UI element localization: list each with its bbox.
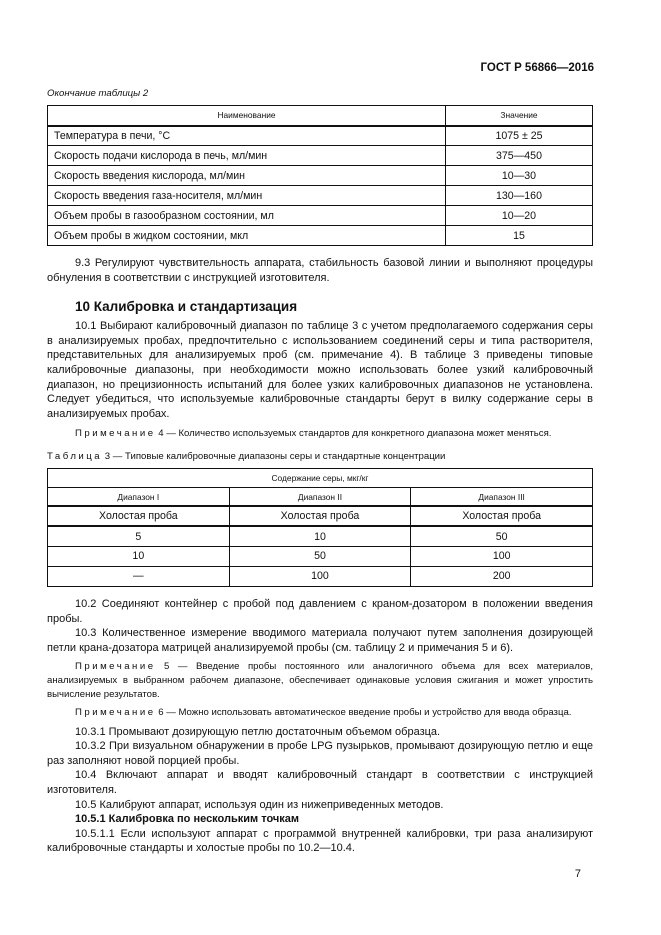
note-text: 6 — Можно использовать автоматическое введение пробы и устройство для ввода образца. bbox=[155, 707, 572, 719]
paragraph-10-5: 10.5 Калибруют аппарат, используя один из нижеприведенных методов. bbox=[75, 798, 444, 811]
value-cell: 130—160 bbox=[446, 186, 593, 206]
value-cell: 10—30 bbox=[446, 166, 593, 186]
caption-text: 3 — Типовые калибровочные диапазоны серы и стандартные концентрации bbox=[102, 450, 446, 462]
note-6 bbox=[47, 706, 593, 720]
value-cell: 375—450 bbox=[446, 146, 593, 166]
table3-caption bbox=[47, 451, 593, 462]
cell: 10 bbox=[48, 546, 230, 566]
table-row bbox=[48, 166, 593, 186]
table-row bbox=[48, 126, 593, 146]
note-text: 4 — Количество используемых стандартов для конкретного диапазона может меняться. bbox=[155, 428, 552, 440]
cell: 100 bbox=[229, 566, 411, 586]
col-header: Диапазон III bbox=[411, 487, 593, 506]
name-cell: Объем пробы в жидком состоянии, мкл bbox=[48, 226, 446, 246]
col-header: Значение bbox=[446, 106, 593, 126]
note-4 bbox=[47, 427, 593, 441]
name-cell: Скорость подачи кислорода в печь, мл/мин bbox=[48, 146, 446, 166]
cell: — bbox=[48, 566, 230, 586]
name-cell: Скорость введения газа-носителя, мл/мин bbox=[48, 186, 446, 206]
note-label: Примечание bbox=[75, 428, 156, 440]
col-header: Наименование bbox=[48, 106, 446, 126]
standard-header: ГОСТ Р 56866—2016 bbox=[480, 62, 594, 74]
caption-label: Таблица bbox=[47, 450, 103, 462]
value-cell: 15 bbox=[446, 226, 593, 246]
name-cell: Скорость введения кислорода, мл/мин bbox=[48, 166, 446, 186]
cell: 100 bbox=[411, 546, 593, 566]
cell: 200 bbox=[411, 566, 593, 586]
cell: 5 bbox=[48, 526, 230, 546]
cell: Холостая проба bbox=[48, 506, 230, 526]
note-label: Примечание bbox=[75, 707, 156, 719]
paragraph-10-2: 10.2 Соединяют контейнер с пробой под давлением с краном-дозатором в положении введения пробы. bbox=[47, 597, 593, 625]
table-row bbox=[48, 186, 593, 206]
paragraph-10-3-2: 10.3.2 При визуальном обнаружении в пробе LPG пузырьков, промывают дозирующую петлю и еще раз заполняют новой порцией пробы. bbox=[47, 740, 593, 767]
paragraph-10-5-1-1: 10.5.1.1 Если используют аппарат с программой внутренней калибровки, три раза анализируют калибровочные стандарты и холостые пробы по 10.2—10.4. bbox=[47, 827, 593, 855]
paragraph-10-4: 10.4 Включают аппарат и вводят калибровочный стандарт в соответствии с инструкцией изготовителя. bbox=[47, 769, 593, 797]
group-header: Содержание серы, мкг/кг bbox=[48, 468, 593, 487]
table-3 bbox=[47, 468, 593, 587]
table-2 bbox=[47, 105, 593, 246]
note-5 bbox=[47, 660, 593, 701]
col-header: Диапазон II bbox=[229, 487, 411, 506]
table-row bbox=[48, 206, 593, 226]
table2-caption: Окончание таблицы 2 bbox=[47, 88, 149, 99]
table-row bbox=[48, 506, 593, 526]
subsection-heading: 10.5.1 Калибровка по нескольким точкам bbox=[75, 813, 300, 826]
cell: Холостая проба bbox=[411, 506, 593, 526]
table-row bbox=[48, 546, 593, 566]
table-row bbox=[48, 526, 593, 546]
cell: 50 bbox=[229, 546, 411, 566]
value-cell: 10—20 bbox=[446, 206, 593, 226]
cell: 10 bbox=[229, 526, 411, 546]
paragraph-10-1: 10.1 Выбирают калибровочный диапазон по таблице 3 с учетом предполагаемого содержания серы в анализируемых пробах, предпочтительно с использованием соединений серы и типа растворителя, представительных для анализируемых проб (см. примечание 4). В таблице 3 приведены типовые калибровочные диапазоны, при необходимости можно использовать более узкий калибровочный диапазон, но прецизионность испытаний для более узких калибровочных диапазонов не установлена. Следует убедиться, что используемые калибровочные стандарты берут в вилку содержание серы в анализируемых пробах. bbox=[47, 320, 593, 420]
col-header: Диапазон I bbox=[48, 487, 230, 506]
value-cell: 1075 ± 25 bbox=[446, 126, 593, 146]
table-row bbox=[48, 226, 593, 246]
paragraph-10-3: 10.3 Количественное измерение вводимого материала получают путем заполнения дозирующей петли крана-дозатора матрицей анализируемой пробы (см. таблицу 2 и примечания 5 и 6). bbox=[47, 627, 593, 654]
cell: Холостая проба bbox=[229, 506, 411, 526]
table-row bbox=[48, 146, 593, 166]
page-number: 7 bbox=[574, 868, 581, 881]
name-cell: Объем пробы в газообразном состоянии, мл bbox=[48, 206, 446, 226]
note-text: 5 — Введение пробы постоянного или аналогичного объема для всех материалов, анализируемых в выбранном рабочем диапазоне, обеспечивает одинаковые условия сжигания и может упростить вычисление результатов. bbox=[47, 661, 593, 700]
name-cell: Температура в печи, °С bbox=[48, 126, 446, 146]
note-label: Примечание bbox=[75, 661, 156, 673]
cell: 50 bbox=[411, 526, 593, 546]
table-row bbox=[48, 566, 593, 586]
paragraph-10-3-1: 10.3.1 Промывают дозирующую петлю достаточным объемом образца. bbox=[75, 725, 441, 738]
section-heading: 10 Калибровка и стандартизация bbox=[75, 299, 298, 315]
paragraph-9-3: 9.3 Регулируют чувствительность аппарата, стабильность базовой линии и выполняют процедуры обнуления в соответствии с инструкцией изготовителя. bbox=[47, 257, 593, 284]
